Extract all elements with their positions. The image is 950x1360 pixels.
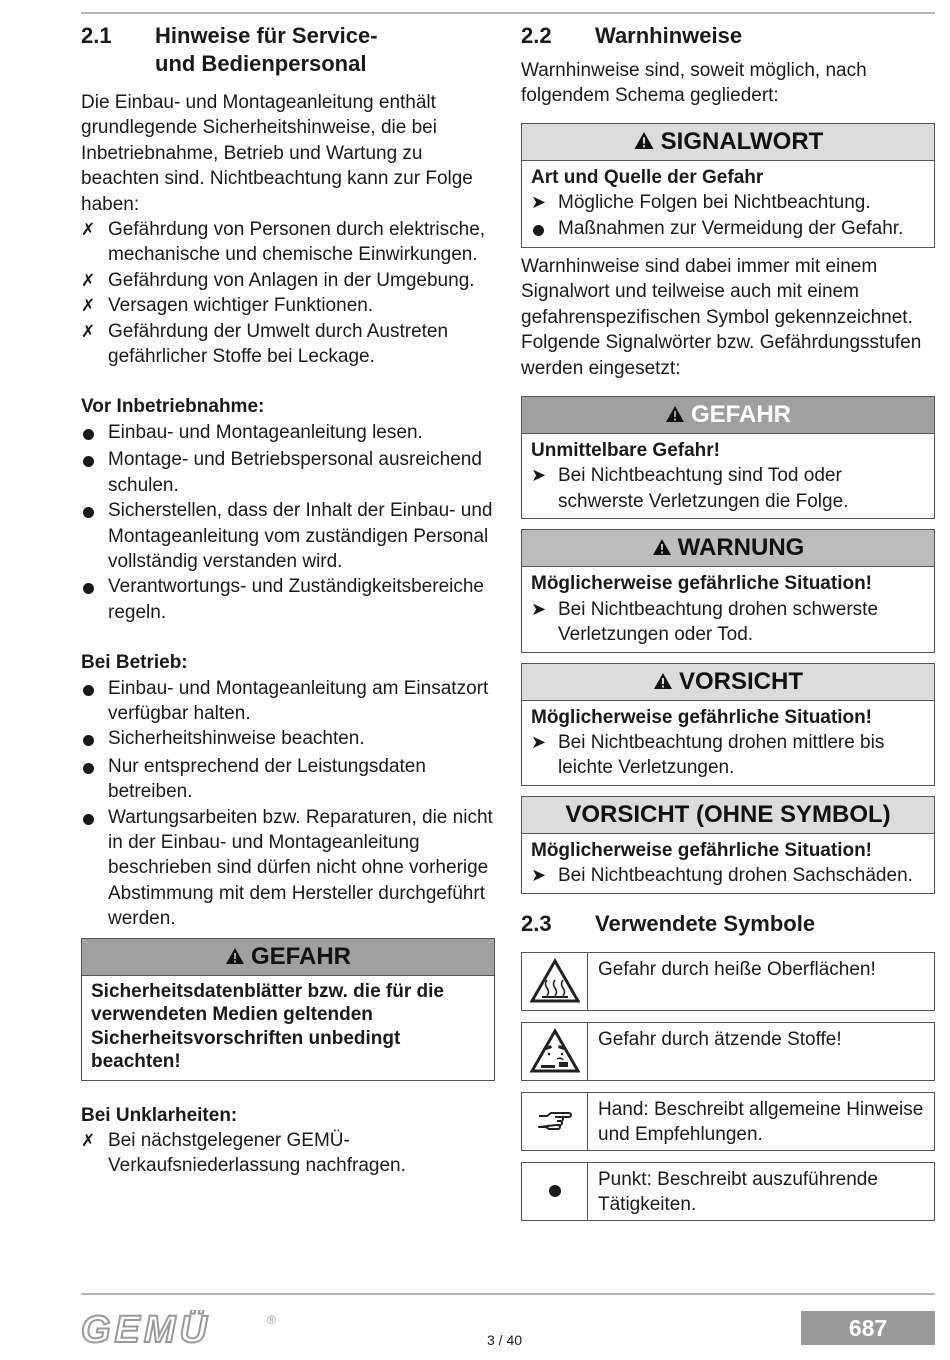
warnings-intro: Warnhinweise sind, soweit möglich, nach folgendem Schema gegliedert: [521, 60, 867, 107]
document-number-badge: 687 [801, 1311, 935, 1345]
section-title: Hinweise für Service- und Bedienpersonal [155, 23, 378, 76]
before-operation-list [81, 420, 495, 625]
symbols-table [521, 952, 935, 1221]
bullet-icon [83, 685, 94, 696]
list-item: ✗ Gefährdung der Umwelt durch Austreten gefährlicher Stoffe bei Leckage. [81, 319, 495, 370]
cross-icon: ✗ [81, 296, 96, 316]
signal-words-paragraph: Warnhinweise sind dabei immer mit einem Signalwort und teilweise auch mit einem gefahrenspezifischen Symbol gekennzeichnet. Folgende Signalwörter bzw. Gefährdungsstufen werden eingesetzt: [521, 256, 922, 379]
list-item: ✗ Gefährdung von Personen durch elektrische, mechanische und chemische Einwirkungen. [81, 217, 495, 268]
warning-triangle-icon [653, 672, 673, 690]
bullet-icon [83, 456, 94, 467]
unclear-heading: Bei Unklarheiten: [81, 1104, 238, 1126]
pointing-hand-icon [522, 1093, 588, 1150]
symbol-description: Punkt: Beschreibt auszuführende Tätigkeiten. [598, 1168, 878, 1215]
right-column [521, 22, 935, 1232]
list-item: ➤ Mögliche Folgen bei Nichtbeachtung. [531, 190, 925, 215]
list-item: ➤ Bei Nichtbeachtung drohen schwerste Verletzungen oder Tod. [531, 597, 925, 648]
bullet-point-icon [522, 1163, 588, 1220]
warning-box-text: Sicherheitsdatenblätter bzw. die für die verwendeten Medien geltenden Sicherheitsvorschriften unbedingt beachten! [91, 980, 444, 1073]
danger-warning-box [81, 938, 495, 1081]
schema-warning-box: SIGNALWORT Art und Quelle der Gefahr ➤ Mögliche Folgen bei Nichtbeachtung. Maßnahmen zur Vermeidung der Gefahr. [521, 123, 935, 248]
symbol-row [521, 1092, 935, 1151]
symbol-row [521, 1022, 935, 1081]
section-2-2-heading: 2.2 Warnhinweise [521, 23, 743, 48]
warning-triangle-icon [652, 538, 672, 556]
list-item: ✗ Bei nächstgelegener GEMÜ-Verkaufsniederlassung nachfragen. [81, 1128, 495, 1179]
unclear-list [81, 1128, 495, 1179]
cross-icon: ✗ [81, 220, 96, 240]
section-2-1-heading [81, 22, 495, 78]
bullet-icon [83, 814, 94, 825]
warning-triangle-icon [633, 131, 655, 150]
hot-surface-icon [522, 953, 588, 1010]
symbol-description: Hand: Beschreibt allgemeine Hinweise und Empfehlungen. [598, 1098, 924, 1145]
bullet-icon [83, 507, 94, 518]
symbol-description: Gefahr durch heiße Oberflächen! [598, 958, 876, 980]
cross-icon: ✗ [81, 321, 96, 341]
symbol-row [521, 1162, 935, 1221]
arrow-icon: ➤ [531, 465, 547, 486]
list-item: Sicherstellen, dass der Inhalt der Einbau- und Montageanleitung vom zuständigen Personal vollständig verstanden wird. [81, 498, 495, 574]
bullet-icon [533, 225, 544, 236]
section-number: 2.1 [81, 23, 112, 48]
svg-text:GEMÜ: GEMÜ [81, 1310, 211, 1350]
warning-box-header: GEFAHR [82, 939, 494, 976]
vorsicht-box: VORSICHT Möglicherweise gefährliche Situation! ➤ Bei Nichtbeachtung drohen mittlere bis leichte Verletzungen. [521, 663, 935, 786]
gefahr-box: GEFAHR Unmittelbare Gefahr! ➤ Bei Nichtbeachtung sind Tod oder schwerste Verletzungen die Folge. [521, 396, 935, 519]
left-column [81, 22, 495, 1179]
consequences-list [81, 217, 495, 369]
warning-triangle-icon [665, 405, 685, 423]
list-item: Maßnahmen zur Vermeidung der Gefahr. [531, 216, 925, 243]
warnung-box: WARNUNG Möglicherweise gefährliche Situation! ➤ Bei Nichtbeachtung drohen schwerste Verletzungen oder Tod. [521, 529, 935, 652]
arrow-icon: ➤ [531, 865, 547, 886]
vorsicht-ohne-symbol-box: VORSICHT (OHNE SYMBOL) Möglicherweise gefährliche Situation! ➤ Bei Nichtbeachtung drohen Sachschäden. [521, 796, 935, 894]
page-number: 3 / 40 [487, 1332, 523, 1348]
list-item: Wartungsarbeiten bzw. Reparaturen, die nicht in der Einbau- und Montageanleitung beschrieben sind dürfen nicht ohne vorherige Abstimmung mit dem Hersteller durchgeführt werden. [81, 805, 495, 932]
cross-icon: ✗ [81, 1131, 96, 1150]
list-item: Einbau- und Montageanleitung lesen. [81, 420, 495, 447]
bullet-icon [83, 583, 94, 594]
list-item: Einbau- und Montageanleitung am Einsatzort verfügbar halten. [81, 676, 495, 727]
bullet-icon [83, 429, 94, 440]
list-item: Sicherheitshinweise beachten. [81, 726, 495, 753]
list-item: Montage- und Betriebspersonal ausreichend schulen. [81, 447, 495, 498]
arrow-icon: ➤ [531, 598, 547, 619]
bullet-icon [83, 735, 94, 746]
footer-rule [81, 1293, 935, 1295]
before-operation-heading: Vor Inbetriebnahme: [81, 396, 265, 418]
operation-list [81, 676, 495, 932]
bullet-icon [83, 763, 94, 774]
gemu-logo [81, 1310, 281, 1355]
symbol-description: Gefahr durch ätzende Stoffe! [598, 1028, 842, 1050]
operation-heading: Bei Betrieb: [81, 652, 188, 674]
warning-triangle-icon [225, 947, 245, 965]
arrow-icon: ➤ [531, 192, 547, 213]
corrosive-icon [522, 1023, 588, 1080]
list-item: ✗ Gefährdung von Anlagen in der Umgebung. [81, 268, 495, 293]
list-item: ✗ Versagen wichtiger Funktionen. [81, 293, 495, 318]
list-item: Verantwortungs- und Zuständigkeitsbereiche regeln. [81, 574, 495, 625]
arrow-icon: ➤ [531, 731, 547, 752]
intro-paragraph: Die Einbau- und Montageanleitung enthält grundlegende Sicherheitshinweise, die bei Inbetriebnahme, Betrieb und Wartung zu beachten sind. Nichtbeachtung kann zur Folge haben: [81, 92, 473, 215]
cross-icon: ✗ [81, 270, 96, 290]
symbol-row [521, 952, 935, 1011]
list-item: ➤ Bei Nichtbeachtung sind Tod oder schwerste Verletzungen die Folge. [531, 463, 925, 514]
list-item: ➤ Bei Nichtbeachtung drohen Sachschäden. [531, 863, 925, 888]
svg-text:®: ® [267, 1313, 276, 1327]
top-rule [81, 12, 935, 14]
list-item: Nur entsprechend der Leistungsdaten betreiben. [81, 754, 495, 805]
list-item: ➤ Bei Nichtbeachtung drohen mittlere bis leichte Verletzungen. [531, 730, 925, 781]
section-2-3-heading: 2.3 Verwendete Symbole [521, 910, 816, 936]
